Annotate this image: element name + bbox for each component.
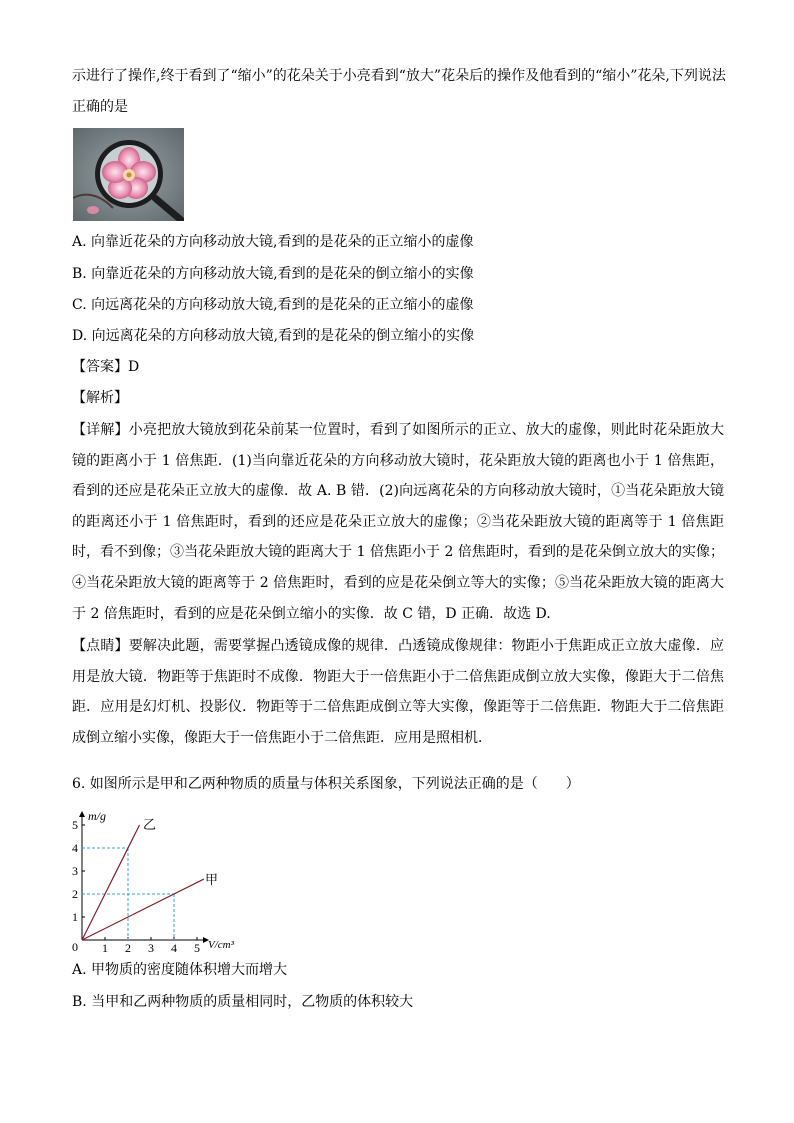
q6-option-a: A. 甲物质的密度随体积增大而增大 bbox=[72, 962, 288, 978]
y-tick-label: 5 bbox=[72, 818, 78, 832]
y-tick-label: 1 bbox=[72, 910, 78, 924]
series-line-jia bbox=[82, 879, 204, 940]
question-stem-line-1: 示进行了操作,终于看到了“缩小”的花朵关于小亮看到“放大”花朵后的操作及他看到的“缩小”花朵,下列说法 bbox=[72, 68, 726, 84]
x-tick-label: 4 bbox=[171, 941, 177, 952]
y-axis-label: m/g bbox=[88, 809, 106, 823]
question-6-stem: 6. 如图所示是甲和乙两种物质的质量与体积关系图象，下列说法正确的是（ ） bbox=[72, 776, 580, 792]
option-c: C. 向远离花朵的方向移动放大镜,看到的是花朵的正立缩小的虚像 bbox=[72, 297, 474, 313]
magnifier-flower-photo bbox=[73, 128, 184, 221]
question-stem-line-2: 正确的是 bbox=[72, 99, 128, 115]
option-d: D. 向远离花朵的方向移动放大镜,看到的是花朵的倒立缩小的实像 bbox=[72, 328, 475, 344]
answer-line: 【答案】D bbox=[72, 359, 140, 375]
x-axis-label: V/cm³ bbox=[208, 939, 234, 951]
y-tick-label: 3 bbox=[72, 864, 78, 878]
y-tick-label: 2 bbox=[72, 887, 78, 901]
key-point-comment: 【点睛】要解决此题，需要掌握凸透镜成像的规律．凸透镜成像规律：物距小于焦距成正立放大虚像．应用是放大镜．物距等于焦距时不成像．物距大于一倍焦距小于二倍焦距成倒立放大实像，像距大于二倍焦距．应用是幻灯机、投影仪．物距等于二倍焦距成倒立等大实像，像距等于二倍焦距．物距大于二倍焦距成倒立缩小实像，像距大于一倍焦距小于二倍焦距．应用是照相机． bbox=[72, 638, 724, 746]
x-tick-label: 1 bbox=[102, 941, 108, 952]
series-label-jia: 甲 bbox=[205, 872, 219, 888]
q6-option-b: B. 当甲和乙两种物质的质量相同时，乙物质的体积较大 bbox=[72, 994, 414, 1010]
series-label-yi: 乙 bbox=[142, 817, 156, 832]
option-b: B. 向靠近花朵的方向移动放大镜,看到的是花朵的倒立缩小的实像 bbox=[72, 266, 474, 282]
x-tick-label: 2 bbox=[125, 941, 131, 952]
y-tick-label: 4 bbox=[72, 841, 78, 855]
x-tick-label: 5 bbox=[194, 941, 200, 952]
detail-explanation: 【详解】小亮把放大镜放到花朵前某一位置时，看到了如图所示的正立、放大的虚像，则此时花朵距放大镜的距离小于 1 倍焦距．(1)当向靠近花朵的方向移动放大镜时，花朵距放大镜的距离也小于 1 倍焦距，看到的还应是花朵正立放大的虚像．故 A. B 错．(2)向远离花朵的方向移动放大镜时，①当花朵距放大镜的距离还小于 1 倍焦距时，看到的还应是花朵正立放大的虚像；②当花朵距放大镜的距离等于 1 倍焦距时，看不到像；③当花朵距放大镜的距离大于 1 倍焦距小于 2 倍焦距时，看到的是花朵倒立放大的实像；④当花朵距放大镜的距离等于 2 倍焦距时，看到的应是花朵倒立等大的实像；⑤当花朵距放大镜的距离大于 2 倍焦距时，看到的应是花朵倒立缩小的实像．故 C 错，D 正确．故选 D. bbox=[72, 422, 724, 622]
series-line-yi bbox=[82, 825, 140, 940]
origin-label: 0 bbox=[72, 940, 78, 952]
mass-volume-graph bbox=[70, 806, 260, 956]
option-a: A. 向靠近花朵的方向移动放大镜,看到的是花朵的正立缩小的虚像 bbox=[72, 234, 474, 250]
x-tick-label: 3 bbox=[148, 941, 154, 952]
analysis-heading: 【解析】 bbox=[72, 390, 128, 406]
